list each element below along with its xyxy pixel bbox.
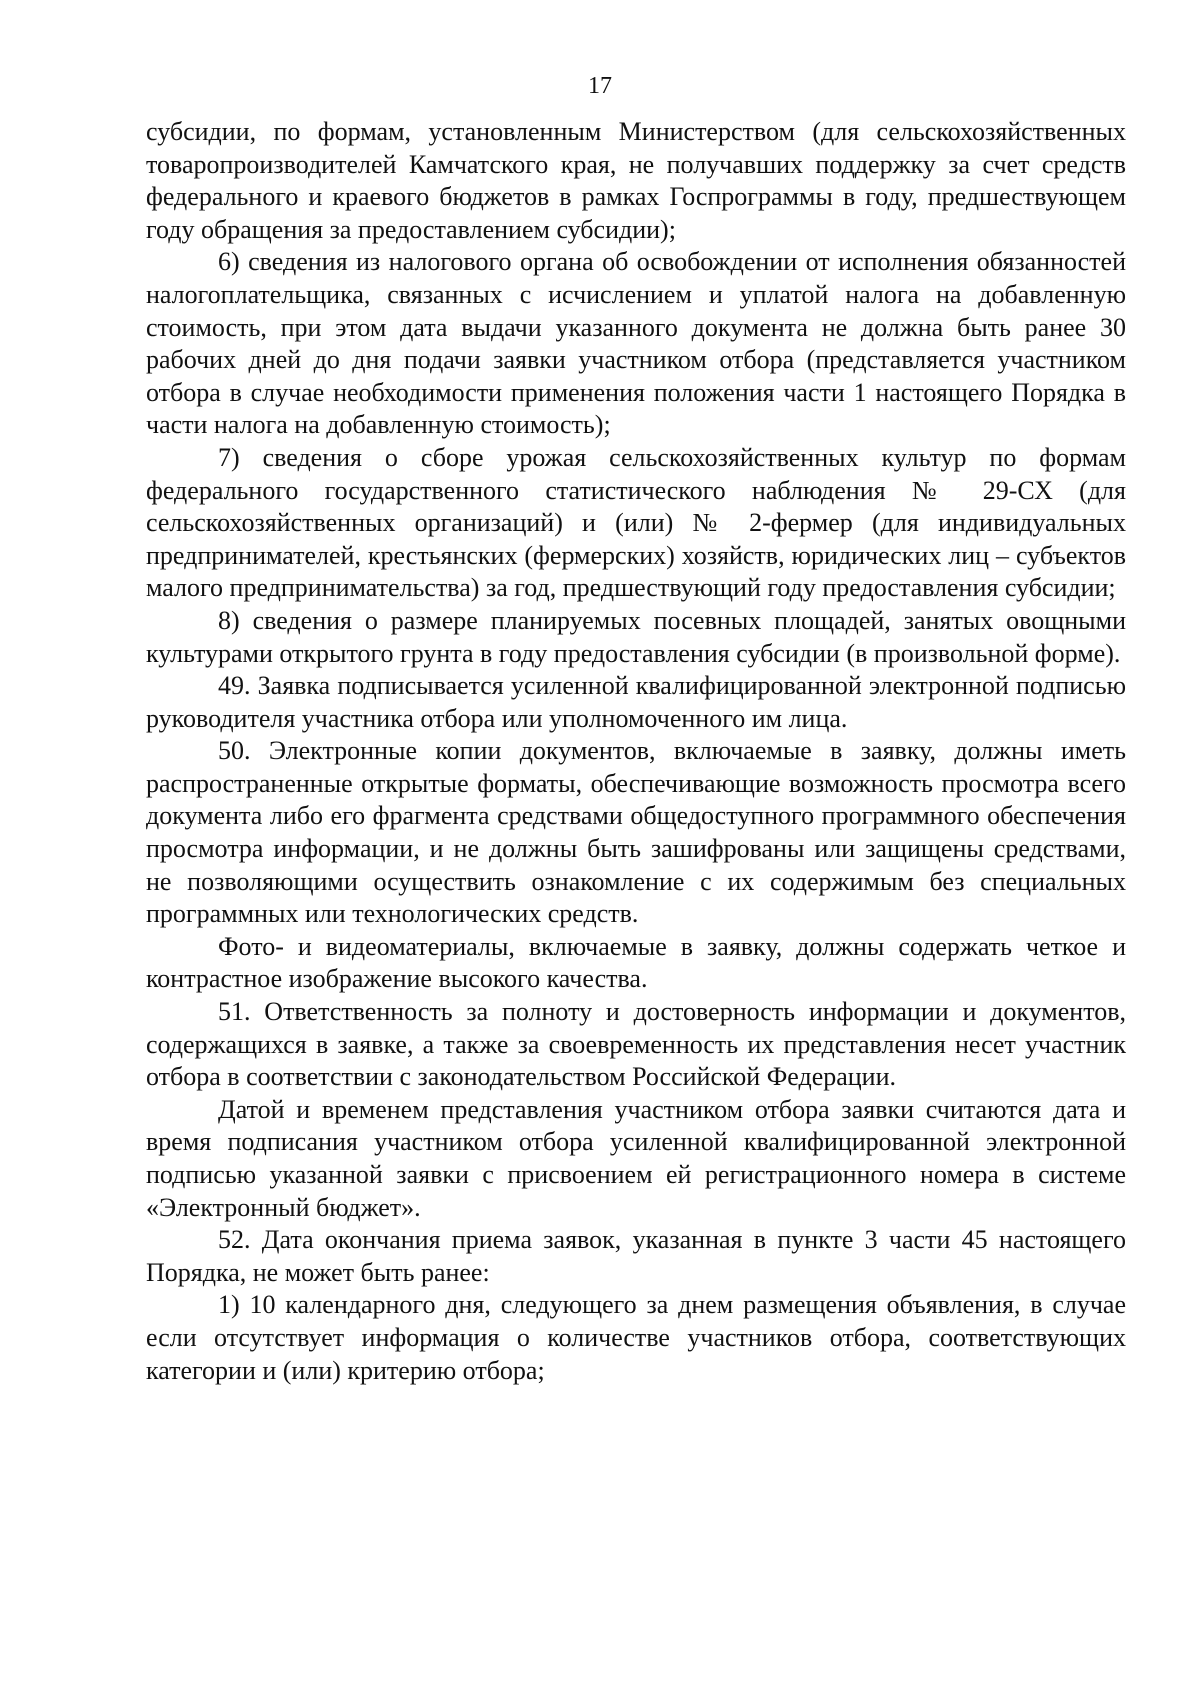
paragraph-clause-50: 50. Электронные копии документов, включаемые в заявку, должны иметь распространенные открытые форматы, обеспечивающие возможность просмотра всего документа либо его фрагмента средствами общедоступного программного обеспечения просмотра информации, и не должны быть зашифрованы или защищены средствами, не позволяющими осуществить ознакомление с их содержимым без специальных программных или технологических средств. [146, 736, 1126, 929]
paragraph-submission-date: Датой и временем представления участником отбора заявки считаются дата и время подписания участником отбора усиленной квалифицированной электронной подписью указанной заявки с присвоением ей регистрационного номера в системе «Электронный бюджет». [146, 1094, 1126, 1222]
paragraph-continuation: субсидии, по формам, установленным Министерством (для сельскохозяйственных товаропроизводителей Камчатского края, не получавших поддержку за счет средств федерального и краевого бюджетов в рамках Госпрограммы в году, предшествующем году обращения за предоставлением субсидии); [146, 117, 1126, 244]
paragraph-item-8: 8) сведения о размере планируемых посевных площадей, занятых овощными культурами открытого грунта в году предоставления субсидии (в произвольной форме). [146, 605, 1126, 668]
paragraph-clause-52: 52. Дата окончания приема заявок, указанная в пункте 3 части 45 настоящего Порядка, не может быть ранее: [146, 1225, 1126, 1287]
page-number: 17 [588, 73, 612, 99]
paragraph-clause-51: 51. Ответственность за полноту и достоверность информации и документов, содержащихся в заявке, а также за своевременность их представления несет участник отбора в соответствии с законодательством Российской Федерации. [146, 997, 1126, 1092]
paragraph-photo-video: Фото- и видеоматериалы, включаемые в заявку, должны содержать четкое и контрастное изображение высокого качества. [146, 931, 1126, 994]
paragraph-clause-49: 49. Заявка подписывается усиленной квалифицированной электронной подписью руководителя участника отбора или уполномоченного им лица. [146, 671, 1126, 733]
document-body [146, 116, 1126, 1387]
paragraph-item-7: 7) сведения о сборе урожая сельскохозяйственных культур по формам федерального государственного статистического наблюдения № 29-СХ (для сельскохозяйственных организаций) и (или) № 2-фермер (для индивидуальных предпринимателей, крестьянских (фермерских) хозяйств, юридических лиц – субъектов малого предпринимательства) за год, предшествующий году предоставления субсидии; [146, 442, 1126, 603]
paragraph-item-6: 6) сведения из налогового органа об освобождении от исполнения обязанностей налогоплательщика, связанных с исчислением и уплатой налога на добавленную стоимость, при этом дата выдачи указанного документа не должна быть ранее 30 рабочих дней до дня подачи заявки участником отбора (представляется участником отбора в случае необходимости применения положения части 1 настоящего Порядка в части налога на добавленную стоимость); [146, 247, 1126, 440]
paragraph-clause-52-item-1: 1) 10 календарного дня, следующего за днем размещения объявления, в случае если отсутствует информация о количестве участников отбора, соответствующих категории и (или) критерию отбора; [146, 1290, 1126, 1385]
